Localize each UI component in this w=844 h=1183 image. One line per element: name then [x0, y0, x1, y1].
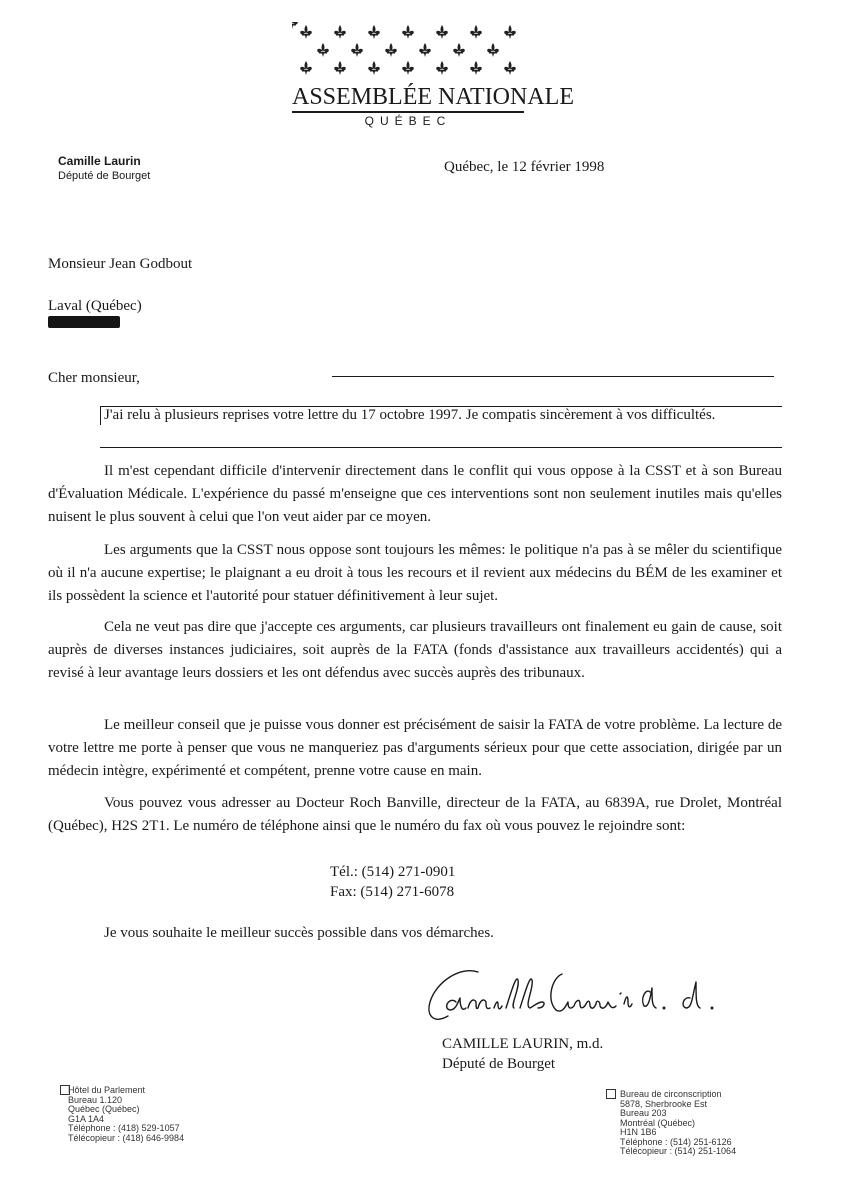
checkbox-icon [606, 1089, 616, 1099]
address-line: Télécopieur : (514) 251-1064 [620, 1146, 737, 1156]
address-line: Téléphone : (514) 251-6126 [620, 1136, 732, 1147]
letter-date: Québec, le 12 février 1998 [444, 159, 605, 175]
sender-name: Camille Laurin [58, 154, 141, 168]
letterhead-rule [292, 111, 524, 113]
handwritten-rule [332, 376, 774, 377]
closing-line: Je vous souhaite le meilleur succès possible dans vos démarches. [104, 925, 494, 941]
contact-fax: Fax: (514) 271-6078 [330, 884, 455, 900]
address-line: Télécopieur : (418) 646-9984 [68, 1132, 185, 1143]
recipient-name: Monsieur Jean Godbout [48, 256, 193, 272]
address-line: H1N 1B6 [620, 1127, 657, 1137]
fleur-de-lis-crest-icon [292, 22, 524, 80]
address-constituency [620, 1090, 736, 1157]
address-line: Québec (Québec) [68, 1104, 140, 1114]
handwritten-signature-icon [420, 958, 840, 1038]
address-line: Bureau de circonscription [620, 1089, 722, 1099]
address-line: Bureau 203 [620, 1108, 667, 1118]
sender-title: Député de Bourget [58, 170, 151, 182]
organization-name: ASSEMBLÉE NATIONALE [292, 84, 574, 110]
recipient-city: Laval (Québec) [48, 298, 142, 314]
redaction-mark [48, 316, 120, 328]
body-paragraph-3: Les arguments que la CSST nous oppose sont toujours les mêmes: le politique n'a pas à se mêler du scientifique où il n'a aucune expertise; le plaignant a eu droit à tous les recours et il revient aux médecins du BÉM de les examiner et ils possèdent la science et l'autorité pour statuer définitivement à leur sujet. [48, 542, 782, 604]
address-line: Bureau 1.120 [68, 1094, 123, 1105]
body-paragraph-1: J'ai relu à plusieurs reprises votre lettre du 17 octobre 1997. Je compatis sincèrement à vos difficultés. [104, 407, 716, 423]
address-line: Montréal (Québec) [620, 1117, 696, 1128]
body-paragraph-5: Le meilleur conseil que je puisse vous donner est précisément de saisir la FATA de votre problème. La lecture de votre lettre me porte à penser que vous ne manqueriez pas d'arguments sérieux pour que cette association, dirigée par un médecin intègre, expérimenté et compétent, prenne votre cause en main. [48, 717, 782, 779]
salutation: Cher monsieur, [48, 370, 140, 386]
address-line: 5878, Sherbrooke Est [620, 1098, 708, 1109]
signatory-name: CAMILLE LAURIN, m.d. [442, 1036, 604, 1052]
signatory-title: Député de Bourget [442, 1056, 556, 1072]
address-line: G1A 1A4 [68, 1113, 105, 1124]
body-paragraph-4: Cela ne veut pas dire que j'accepte ces arguments, car plusieurs travailleurs ont finalement eu gain de cause, soit auprès de diverses instances judiciaires, soit auprès de la FATA (fonds d'assistance aux travailleurs accidentés) qui a revisé à leur avantage leurs dossiers et les ont défendus avec succès auprès des tribunaux. [48, 619, 782, 681]
address-line: Téléphone : (418) 529-1057 [68, 1123, 180, 1133]
body-paragraph-2: Il m'est cependant difficile d'intervenir directement dans le conflit qui vous oppose à la CSST et à son Bureau d'Évaluation Médicale. L'expérience du passé m'enseigne que ces interventions sont non seulement inutiles mais qu'elles nuisent le plus souvent à celui que l'on veut aider par ce moyen. [48, 463, 782, 525]
address-parliament [68, 1086, 184, 1143]
contact-tel: Tél.: (514) 271-0901 [330, 864, 456, 880]
organization-subtitle: QUÉBEC [364, 114, 452, 128]
address-line: Hôtel du Parlement [68, 1085, 146, 1095]
body-paragraph-6: Vous pouvez vous adresser au Docteur Roch Banville, directeur de la FATA, au 6839A, rue Drolet, Montréal (Québec), H2S 2T1. Le numéro de téléphone ainsi que le numéro du fax où vous pouvez le rejoindre sont: [48, 795, 782, 834]
